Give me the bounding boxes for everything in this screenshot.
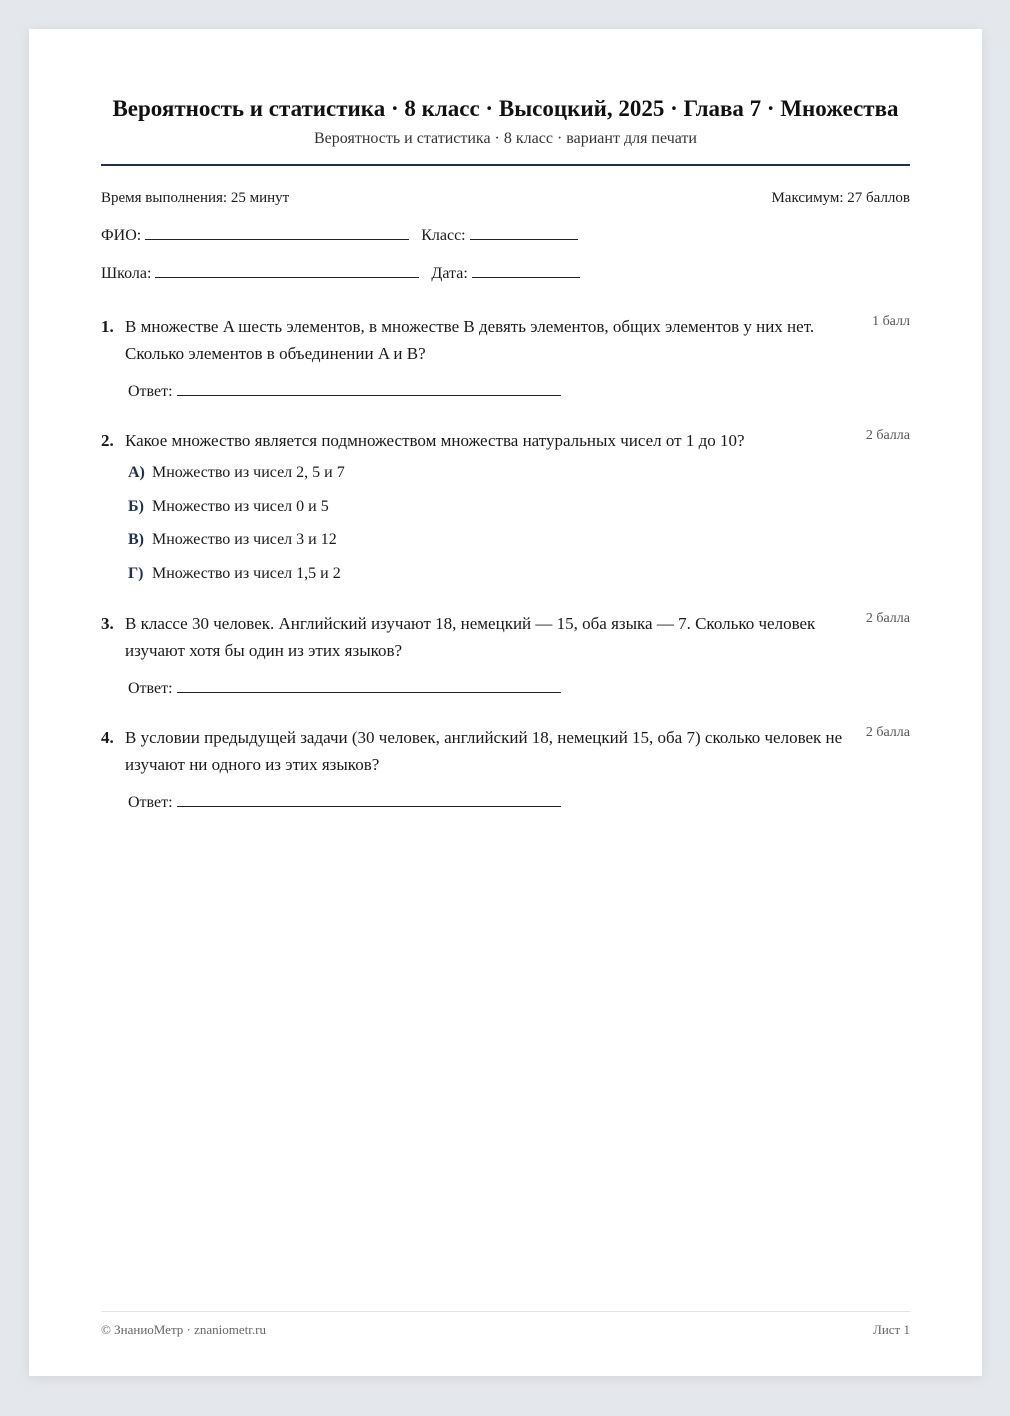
question-text: В множестве A шесть элементов, в множестве B девять элементов, общих элементов у них нет. Сколько элементов в объединении A и B? (125, 317, 815, 363)
school-date-row (101, 261, 910, 283)
question-number: 1. (101, 317, 114, 336)
date-label: Дата: (431, 265, 468, 282)
footer-copyright: © ЗнаниоМетр · znaniometr.ru (101, 1322, 266, 1337)
worksheet-page (29, 29, 982, 1376)
answer-row-1 (128, 379, 910, 401)
time-limit: Время выполнения: 25 минут (101, 190, 290, 206)
fio-field[interactable] (145, 223, 409, 240)
meta-row (101, 190, 910, 207)
answer-row-3 (128, 676, 910, 698)
page-content (101, 29, 910, 1376)
answer-label: Ответ: (128, 794, 173, 811)
options-list (128, 464, 910, 598)
question-number: 3. (101, 614, 114, 633)
option-b[interactable] (128, 498, 910, 532)
fio-label: ФИО: (101, 227, 142, 244)
option-letter: Б) (128, 497, 144, 515)
question-number: 4. (101, 728, 114, 747)
school-label: Школа: (101, 265, 152, 282)
class-field[interactable] (470, 223, 578, 240)
question-points: 1 балл (872, 314, 910, 329)
answer-field-4[interactable] (177, 790, 561, 807)
option-a[interactable] (128, 464, 910, 498)
option-g[interactable] (128, 565, 910, 599)
fio-class-row (101, 223, 910, 245)
max-score: Максимум: 27 баллов (771, 190, 910, 206)
answer-row-4 (128, 790, 910, 812)
question-text: В классе 30 человек. Английский изучают 18, немецкий — 15, оба языка — 7. Сколько человек изучают хотя бы один из этих языков? (125, 614, 816, 660)
page-footer (101, 1311, 910, 1338)
option-text: Множество из чисел 3 и 12 (152, 531, 337, 548)
page-title: Вероятность и статистика · 8 класс · Высоцкий, 2025 · Глава 7 · Множества (112, 96, 899, 121)
school-field[interactable] (155, 261, 419, 278)
question-4 (101, 724, 910, 778)
question-1 (101, 313, 910, 367)
date-field[interactable] (472, 261, 580, 278)
option-text: Множество из чисел 2, 5 и 7 (152, 464, 345, 481)
option-letter: В) (128, 531, 144, 548)
option-letter: А) (128, 464, 145, 481)
option-text: Множество из чисел 1,5 и 2 (152, 564, 341, 582)
class-label: Класс: (421, 227, 466, 244)
question-points: 2 балла (865, 428, 910, 443)
footer-page-number: Лист 1 (873, 1322, 910, 1337)
question-points: 2 балла (865, 611, 910, 626)
header-divider (101, 164, 910, 166)
answer-label: Ответ: (128, 680, 173, 697)
answer-field-1[interactable] (177, 379, 561, 396)
question-text: Какое множество является подмножеством множества натуральных чисел от 1 до 10? (125, 431, 745, 450)
page-subtitle: Вероятность и статистика · 8 класс · вариант для печати (314, 130, 697, 147)
question-number: 2. (101, 431, 114, 450)
question-text: В условии предыдущей задачи (30 человек, английский 18, немецкий 15, оба 7) сколько человек не изучают ни одного из этих языков? (125, 728, 843, 774)
answer-label: Ответ: (128, 383, 173, 400)
question-3 (101, 610, 910, 664)
option-letter: Г) (128, 564, 144, 582)
option-text: Множество из чисел 0 и 5 (152, 497, 329, 515)
option-v[interactable] (128, 531, 910, 565)
question-points: 2 балла (865, 725, 910, 740)
question-2 (101, 427, 910, 454)
answer-field-3[interactable] (177, 676, 561, 693)
